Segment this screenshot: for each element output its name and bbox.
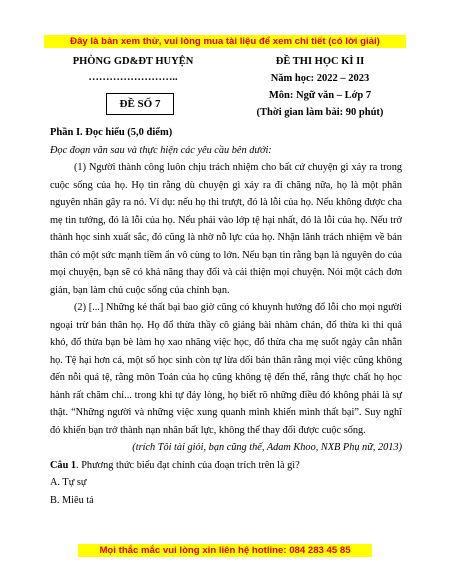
time-limit: (Thời gian làm bài: 90 phút) — [256, 107, 384, 118]
question-1 — [50, 457, 402, 475]
passage-paragraph-2: (2) [...] Những kẻ thất bại bao giờ cũng có khuynh hướng đổ lỗi cho mọi người ngoại trừ bản thân họ. Họ đổ thừa thầy cô giảng bài nhàm chán, đổ thừa kì thi quá khó, đổ thừa bạn bè làm họ xao nhãng việc học, đổ thừa cha mẹ suốt ngày cằn nhằn họ. Tệ hại hơn cả, một số học sinh còn tự lừa dối bản thân rằng mọi việc cũng không đến nỗi quá tệ, rằng môn Toán của họ cũng không tệ đến thế, rằng thực chất họ học hành rất chăm chỉ... trong khi tự đáy lòng, họ biết rõ những điều đó không phải là sự thật. “Những người và những việc xung quanh mình khiến mình thất bại”. Suy nghĩ đó khiến bạn trở thành nạn nhân bất lực, không thể thay đổi được cuộc sống. — [50, 302, 402, 436]
question-1-text: . Phương thức biểu đạt chính của đoạn trích trên là gì? — [76, 459, 300, 471]
option-a: A. Tự sự — [50, 477, 87, 488]
hotline-footer: Mọi thắc mắc vui lòng xin liên hệ hotline: 084 283 45 85 — [78, 544, 372, 557]
subject-line: Môn: Ngữ văn – Lớp 7 — [268, 90, 372, 101]
department-title: PHÒNG GD&ĐT HUYỆN — [72, 56, 194, 67]
passage-paragraph-1: (1) Người thành công luôn chịu trách nhiệm cho bất cứ chuyện gì xảy ra trong cuộc sống của họ. Họ tin rằng dù chuyện gì xảy ra đi chăng nữa, họ là một phân nguyên nhân gây ra nó. Ví dụ: nếu họ thi trượt, đó là lỗi của họ. Nếu không được cha mẹ tin tưởng, đó là lỗi của họ. Nếu phải vào lớp tệ hại nhất, đó là lỗi của họ. Nếu trở thành học sinh xuất sắc, đó cũng là nhờ nỗ lực của họ. Nhận lãnh trách nhiệm về bản thân có một sức mạnh tiềm ẩn vô cùng to lớn. Nếu bạn tin rằng bạn là nguyên do của mọi chuyện, bạn sẽ có khả năng thay đổi và cải thiện mọi chuyện. Nói một cách đơn giản, bạn làm chủ cuộc sống của chính bạn. — [50, 162, 402, 296]
part1-title: Phần I. Đọc hiểu (5,0 điểm) — [50, 127, 173, 138]
exam-code-box: ĐỀ SỐ 7 — [106, 93, 174, 115]
question-1-label: Câu 1 — [50, 459, 77, 471]
preview-banner: Đây là bản xem thử, vui lòng mua tài liệu để xem chi tiết (có lời giải) — [44, 35, 406, 48]
passage-citation: (trích Tôi tài giỏi, bạn cũng thế, Adam Khoo, NXB Phụ nữ, 2013) — [132, 442, 402, 453]
school-year: Năm học: 2022 – 2023 — [270, 73, 370, 84]
exam-title: ĐỀ THI HỌC KÌ II — [275, 56, 365, 67]
document-body — [50, 124, 402, 509]
part1-instruction: Đọc đoạn văn sau và thực hiện các yêu cầu bên dưới: — [50, 144, 272, 156]
district-placeholder: …………………….. — [88, 72, 178, 83]
option-b: B. Miêu tả — [50, 494, 94, 506]
